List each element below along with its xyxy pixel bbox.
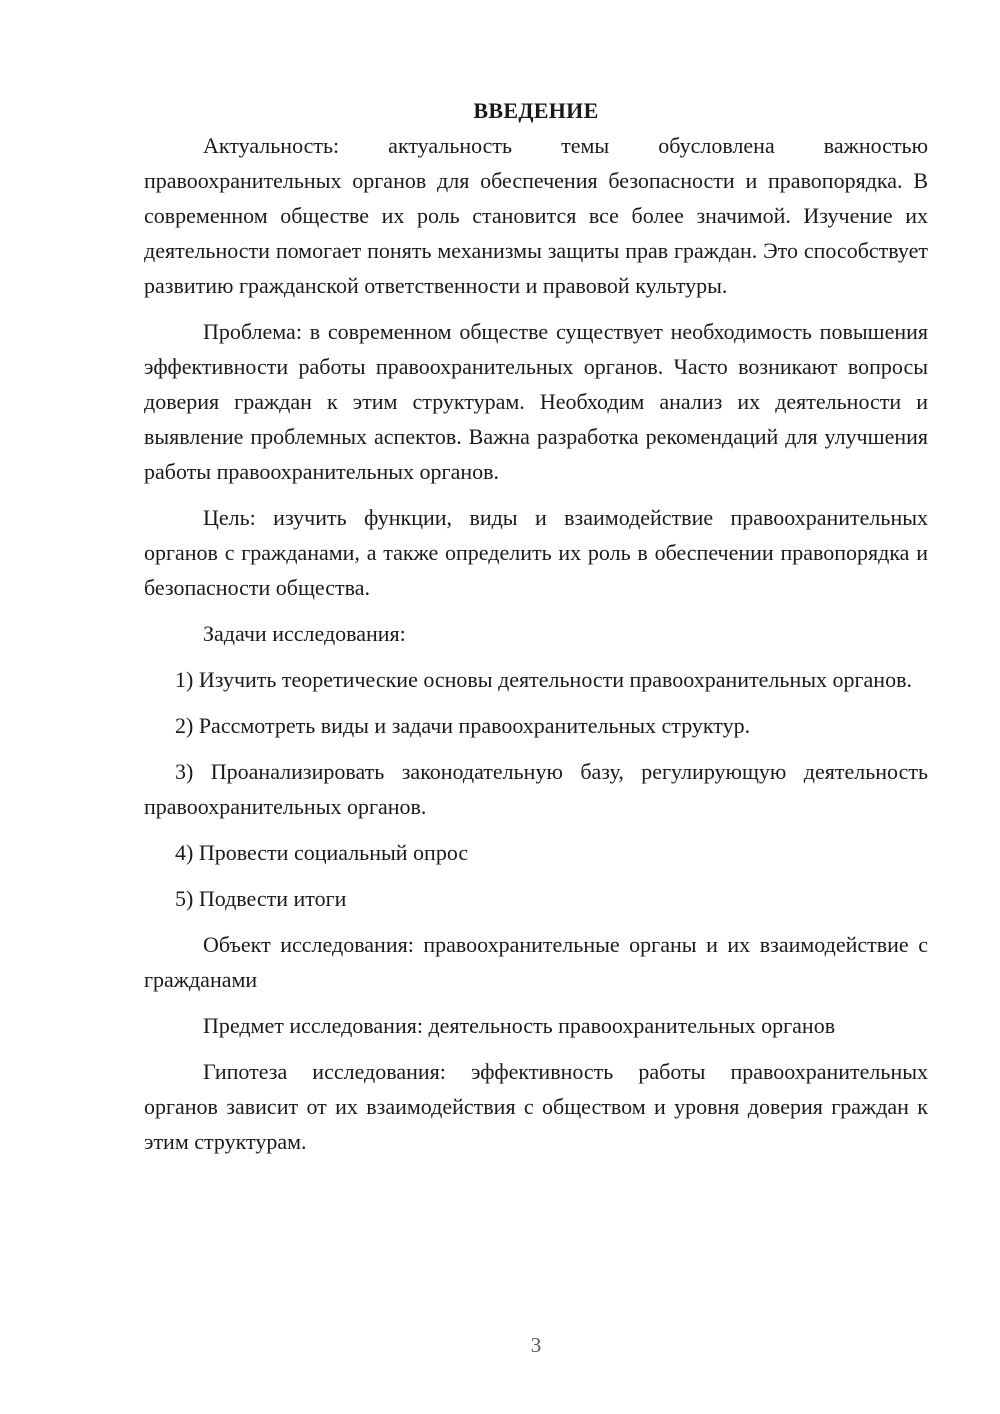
list-item: 5) Подвести итоги: [175, 886, 347, 911]
list-item: 4) Провести социальный опрос: [175, 840, 469, 865]
document-page: [144, 93, 928, 1170]
list-item: 1) Изучить теоретические основы деятельности правоохранительных органов.: [175, 667, 912, 692]
paragraph-goal: Цель: изучить функции, виды и взаимодействие правоохранительных органов с гражданами, а также определить их роль в обеспечении правопорядка и безопасности общества.: [144, 505, 928, 600]
list-item: 2) Рассмотреть виды и задачи правоохранительных структур.: [175, 713, 751, 738]
page-number: 3: [530, 1333, 542, 1357]
page-title: ВВЕДЕНИЕ: [473, 98, 599, 123]
tasks-list: [144, 662, 928, 916]
paragraph-problem: Проблема: в современном обществе существует необходимость повышения эффективности работы правоохранительных органов. Часто возникают вопросы доверия граждан к этим структурам. Необходим анализ их деятельности и выявление проблемных аспектов. Важна разработка рекомендаций для улучшения работы правоохранительных органов.: [144, 319, 928, 484]
paragraph-subject: Предмет исследования: деятельность правоохранительных органов: [203, 1013, 836, 1038]
paragraph-relevance: Актуальность: актуальность темы обусловлена важностью правоохранительных органов для обеспечения безопасности и правопорядка. В современном обществе их роль становится все более значимой. Изучение их деятельности помогает понять механизмы защиты прав граждан. Это способствует развитию гражданской ответственности и правовой культуры.: [144, 133, 928, 298]
list-item: 3) Проанализировать законодательную базу, регулирующую деятельность правоохранительных органов.: [144, 759, 928, 819]
paragraph-object: Объект исследования: правоохранительные органы и их взаимодействие с гражданами: [144, 932, 928, 992]
tasks-heading: Задачи исследования:: [203, 621, 406, 646]
paragraph-hypothesis: Гипотеза исследования: эффективность работы правоохранительных органов зависит от их взаимодействия с обществом и уровня доверия граждан к этим структурам.: [144, 1059, 928, 1154]
